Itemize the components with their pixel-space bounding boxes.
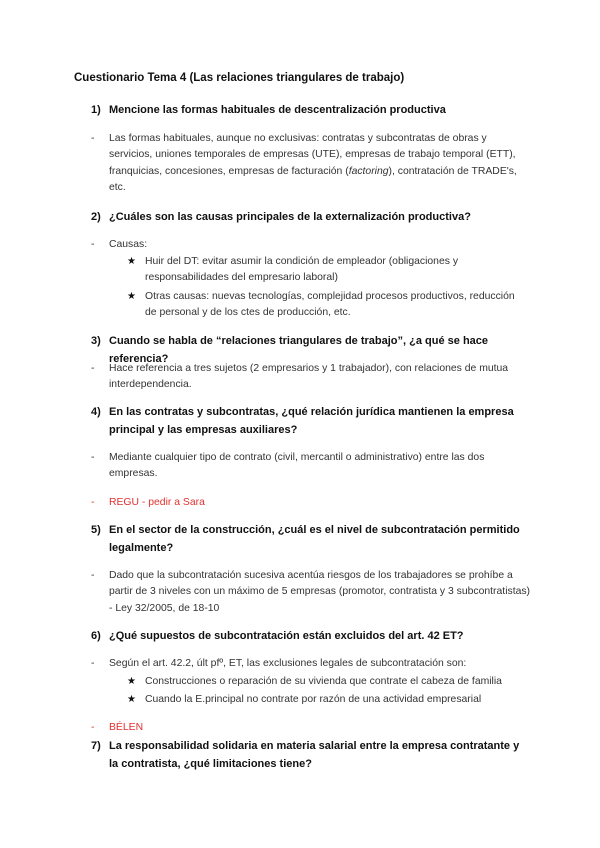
- note-text: BÉLEN: [109, 722, 144, 733]
- star-icon: ★: [127, 291, 136, 302]
- answer-text: Mediante cualquier tipo de contrato (civil, mercantil o administrativo) entre las dos empresas.: [109, 452, 485, 480]
- question-number: 3): [91, 335, 101, 347]
- sub-item-text: Huir del DT: evitar asumir la condición de empleador (obligaciones y responsabilidades del empresario laboral): [145, 256, 459, 284]
- question-number: 4): [91, 406, 101, 418]
- question-number: 7): [91, 740, 101, 752]
- answer-text: Hace referencia a tres sujetos (2 empresarios y 1 trabajador), con relaciones de mutua interdependencia.: [109, 363, 509, 391]
- question-text: ¿Qué supuestos de subcontratación están excluidos del art. 42 ET?: [109, 630, 464, 642]
- question-text: En el sector de la construcción, ¿cuál es el nivel de subcontratación permitido legalmente?: [109, 524, 520, 554]
- answer-text: Según el art. 42.2, últ pfº, ET, las exclusiones legales de subcontratación son:: [109, 658, 467, 669]
- answer-text: Las formas habituales, aunque no exclusivas: contratas y subcontratas de obras y servicios, uniones temporales de empresas (UTE), empresas de trabajo temporal (ETT), franquicias, concesiones, empresas de facturación (factoring), contratación de TRADE's, etc.: [109, 133, 517, 194]
- question-number: 5): [91, 524, 101, 536]
- bullet-dash: -: [91, 497, 95, 508]
- note-text: REGU - pedir a Sara: [109, 497, 205, 508]
- question-number: 1): [91, 104, 101, 116]
- bullet-dash: -: [91, 133, 95, 144]
- bullet-dash: -: [91, 363, 95, 374]
- sub-item-text: Otras causas: nuevas tecnologías, complejidad procesos productivos, reducción de personal y de los ctes de producción, etc.: [145, 291, 515, 319]
- sub-item-text: Construcciones o reparación de su vivienda que contrate el cabeza de familia: [145, 676, 502, 687]
- question-number: 6): [91, 630, 101, 642]
- bullet-dash: -: [91, 658, 95, 669]
- question-number: 2): [91, 211, 101, 223]
- question-text: Mencione las formas habituales de descentralización productiva: [109, 104, 446, 116]
- document-title: Cuestionario Tema 4 (Las relaciones triangulares de trabajo): [74, 72, 405, 84]
- question-text: ¿Cuáles son las causas principales de la externalización productiva?: [109, 211, 471, 223]
- bullet-dash: -: [91, 452, 95, 463]
- question-text: La responsabilidad solidaria en materia salarial entre la empresa contratante y la contratista, ¿qué limitaciones tiene?: [109, 740, 520, 770]
- bullet-dash: -: [91, 722, 95, 733]
- bullet-dash: -: [91, 239, 95, 250]
- answer-text: Dado que la subcontratación sucesiva acentúa riesgos de los trabajadores se prohíbe a partir de 3 niveles con un máximo de 5 empresas (promotor, contratista y 3 subcontratistas) - Ley 32/2005, de 18-10: [109, 570, 531, 614]
- sub-item-text: Cuando la E.principal no contrate por razón de una actividad empresarial: [145, 694, 482, 705]
- star-icon: ★: [127, 694, 136, 705]
- star-icon: ★: [127, 676, 136, 687]
- question-text: En las contratas y subcontratas, ¿qué relación jurídica mantienen la empresa principal y las empresas auxiliares?: [109, 406, 514, 436]
- question-text: Cuando se habla de “relaciones triangulares de trabajo”, ¿a qué se hace referencia?: [109, 335, 489, 365]
- star-icon: ★: [127, 256, 136, 267]
- answer-text: Causas:: [109, 239, 148, 250]
- bullet-dash: -: [91, 570, 95, 581]
